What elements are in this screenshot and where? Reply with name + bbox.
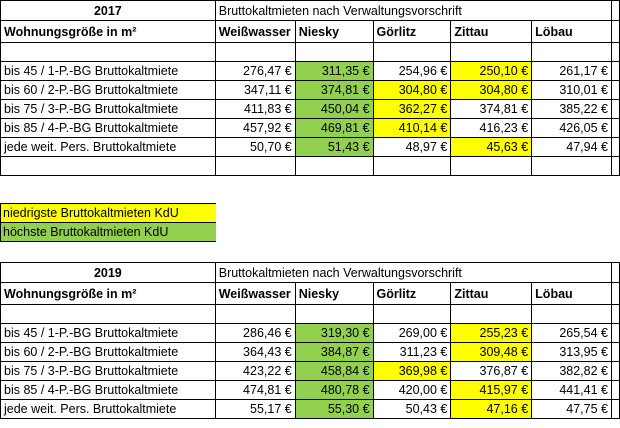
rent-value-cell[interactable]: 423,22 € xyxy=(215,362,295,381)
rent-value-cell[interactable]: 276,47 € xyxy=(215,62,295,81)
empty-cell[interactable] xyxy=(611,157,619,176)
empty-cell[interactable] xyxy=(295,157,373,176)
city-header-goerlitz[interactable]: Görlitz xyxy=(373,21,451,43)
rent-value-cell[interactable]: 265,54 € xyxy=(532,324,612,343)
rent-value-cell[interactable]: 441,41 € xyxy=(532,381,612,400)
rent-value-cell[interactable]: 51,43 € xyxy=(295,138,373,157)
rent-value-cell[interactable]: 382,82 € xyxy=(532,362,612,381)
empty-cell[interactable] xyxy=(611,263,619,283)
rent-value-cell[interactable]: 410,14 € xyxy=(373,119,451,138)
empty-cell[interactable] xyxy=(295,305,373,324)
rent-value-cell[interactable]: 47,94 € xyxy=(532,138,612,157)
row-label[interactable]: bis 60 / 2-P.-BG Bruttokaltmiete xyxy=(1,81,216,100)
city-header-weisswasser[interactable]: Weißwasser xyxy=(215,283,295,305)
empty-cell[interactable] xyxy=(215,305,295,324)
rent-value-cell[interactable]: 450,04 € xyxy=(295,100,373,119)
table-row xyxy=(1,324,620,343)
rent-value-cell[interactable]: 426,05 € xyxy=(532,119,612,138)
rent-value-cell[interactable]: 347,11 € xyxy=(215,81,295,100)
city-header-niesky[interactable]: Niesky xyxy=(295,21,373,43)
empty-cell[interactable] xyxy=(611,81,619,100)
legend-highest[interactable]: höchste Bruttokaltmieten KdU xyxy=(1,223,216,242)
rent-value-cell[interactable]: 47,16 € xyxy=(451,400,532,419)
rent-value-cell[interactable]: 48,97 € xyxy=(373,138,451,157)
rent-value-cell[interactable]: 309,48 € xyxy=(451,343,532,362)
rent-value-cell[interactable]: 255,23 € xyxy=(451,324,532,343)
row-label[interactable]: bis 45 / 1-P.-BG Bruttokaltmiete xyxy=(1,62,216,81)
row-label[interactable]: bis 45 / 1-P.-BG Bruttokaltmiete xyxy=(1,324,216,343)
table-row xyxy=(1,400,620,419)
year-heading[interactable]: 2017 xyxy=(1,1,216,21)
city-header-goerlitz[interactable]: Görlitz xyxy=(373,283,451,305)
rent-value-cell[interactable]: 319,30 € xyxy=(295,324,373,343)
empty-cell[interactable] xyxy=(1,157,216,176)
empty-cell[interactable] xyxy=(373,43,451,62)
table-row xyxy=(1,100,620,119)
rent-value-cell[interactable]: 254,96 € xyxy=(373,62,451,81)
rows-2017 xyxy=(1,62,620,157)
empty-cell[interactable] xyxy=(611,62,619,81)
rent-value-cell[interactable]: 374,81 € xyxy=(295,81,373,100)
empty-cell[interactable] xyxy=(532,43,612,62)
empty-cell[interactable] xyxy=(373,157,451,176)
rent-value-cell[interactable]: 311,35 € xyxy=(295,62,373,81)
rows-2019 xyxy=(1,324,620,419)
row-label[interactable]: jede weit. Pers. Bruttokaltmiete xyxy=(1,138,216,157)
row-label[interactable]: bis 75 / 3-P.-BG Bruttokaltmiete xyxy=(1,100,216,119)
legend xyxy=(0,203,216,242)
row-label[interactable]: bis 85 / 4-P.-BG Bruttokaltmiete xyxy=(1,381,216,400)
table-row xyxy=(1,362,620,381)
empty-cell[interactable] xyxy=(1,43,216,62)
rent-table-2019 xyxy=(0,262,620,419)
rent-value-cell[interactable]: 376,87 € xyxy=(451,362,532,381)
legend-lowest[interactable]: niedrigste Bruttokaltmieten KdU xyxy=(1,204,216,223)
empty-cell[interactable] xyxy=(611,138,619,157)
empty-cell[interactable] xyxy=(611,400,619,419)
empty-cell[interactable] xyxy=(611,381,619,400)
city-header-loebau[interactable]: Löbau xyxy=(532,21,612,43)
empty-cell[interactable] xyxy=(451,157,532,176)
rent-value-cell[interactable]: 286,46 € xyxy=(215,324,295,343)
empty-cell[interactable] xyxy=(373,305,451,324)
rent-value-cell[interactable]: 385,22 € xyxy=(532,100,612,119)
rent-value-cell[interactable]: 362,27 € xyxy=(373,100,451,119)
table-title[interactable]: Bruttokaltmieten nach Verwaltungsvorschrift xyxy=(215,1,611,21)
rent-value-cell[interactable]: 411,83 € xyxy=(215,100,295,119)
city-header-zittau[interactable]: Zittau xyxy=(451,21,532,43)
rent-table-2017 xyxy=(0,0,620,176)
table-row xyxy=(1,119,620,138)
rent-value-cell[interactable]: 304,80 € xyxy=(373,81,451,100)
empty-cell[interactable] xyxy=(611,343,619,362)
rent-value-cell[interactable]: 474,81 € xyxy=(215,381,295,400)
rent-value-cell[interactable]: 416,23 € xyxy=(451,119,532,138)
city-header-weisswasser[interactable]: Weißwasser xyxy=(215,21,295,43)
row-label[interactable]: bis 75 / 3-P.-BG Bruttokaltmiete xyxy=(1,362,216,381)
empty-cell[interactable] xyxy=(611,100,619,119)
empty-cell[interactable] xyxy=(611,305,619,324)
rent-value-cell[interactable]: 457,92 € xyxy=(215,119,295,138)
rent-value-cell[interactable]: 313,95 € xyxy=(532,343,612,362)
rent-value-cell[interactable]: 55,17 € xyxy=(215,400,295,419)
city-header-loebau[interactable]: Löbau xyxy=(532,283,612,305)
empty-cell[interactable] xyxy=(215,43,295,62)
city-header-niesky[interactable]: Niesky xyxy=(295,283,373,305)
rent-value-cell[interactable]: 480,78 € xyxy=(295,381,373,400)
row-label[interactable]: bis 60 / 2-P.-BG Bruttokaltmiete xyxy=(1,343,216,362)
table-row xyxy=(1,138,620,157)
rent-value-cell[interactable]: 384,87 € xyxy=(295,343,373,362)
rent-value-cell[interactable]: 47,75 € xyxy=(532,400,612,419)
empty-cell[interactable] xyxy=(611,1,619,21)
table-title[interactable]: Bruttokaltmieten nach Verwaltungsvorschrift xyxy=(215,263,611,283)
rent-value-cell[interactable]: 304,80 € xyxy=(451,81,532,100)
table-row xyxy=(1,62,620,81)
rent-value-cell[interactable]: 369,98 € xyxy=(373,362,451,381)
empty-cell[interactable] xyxy=(1,305,216,324)
empty-cell[interactable] xyxy=(451,43,532,62)
empty-cell[interactable] xyxy=(611,283,619,305)
empty-cell[interactable] xyxy=(611,119,619,138)
empty-cell[interactable] xyxy=(295,43,373,62)
empty-cell[interactable] xyxy=(215,157,295,176)
rent-value-cell[interactable]: 45,63 € xyxy=(451,138,532,157)
rent-value-cell[interactable]: 469,81 € xyxy=(295,119,373,138)
rent-value-cell[interactable]: 374,81 € xyxy=(451,100,532,119)
empty-cell[interactable] xyxy=(532,305,612,324)
rent-value-cell[interactable]: 269,00 € xyxy=(373,324,451,343)
empty-cell[interactable] xyxy=(611,362,619,381)
rent-value-cell[interactable]: 261,17 € xyxy=(532,62,612,81)
empty-cell[interactable] xyxy=(451,305,532,324)
rent-value-cell[interactable]: 364,43 € xyxy=(215,343,295,362)
rent-value-cell[interactable]: 50,43 € xyxy=(373,400,451,419)
rent-value-cell[interactable]: 415,97 € xyxy=(451,381,532,400)
table-row xyxy=(1,343,620,362)
row-label[interactable]: bis 85 / 4-P.-BG Bruttokaltmiete xyxy=(1,119,216,138)
row-label[interactable]: jede weit. Pers. Bruttokaltmiete xyxy=(1,400,216,419)
rent-value-cell[interactable]: 50,70 € xyxy=(215,138,295,157)
year-heading[interactable]: 2019 xyxy=(1,263,216,283)
rent-value-cell[interactable]: 458,84 € xyxy=(295,362,373,381)
table-row xyxy=(1,381,620,400)
empty-cell[interactable] xyxy=(611,324,619,343)
rent-value-cell[interactable]: 55,30 € xyxy=(295,400,373,419)
rent-value-cell[interactable]: 250,10 € xyxy=(451,62,532,81)
city-header-zittau[interactable]: Zittau xyxy=(451,283,532,305)
size-header[interactable]: Wohnungsgröße in m² xyxy=(1,283,216,305)
rent-value-cell[interactable]: 310,01 € xyxy=(532,81,612,100)
size-header[interactable]: Wohnungsgröße in m² xyxy=(1,21,216,43)
empty-cell[interactable] xyxy=(611,21,619,43)
table-row xyxy=(1,81,620,100)
empty-cell[interactable] xyxy=(532,157,612,176)
rent-value-cell[interactable]: 420,00 € xyxy=(373,381,451,400)
rent-value-cell[interactable]: 311,23 € xyxy=(373,343,451,362)
empty-cell[interactable] xyxy=(611,43,619,62)
